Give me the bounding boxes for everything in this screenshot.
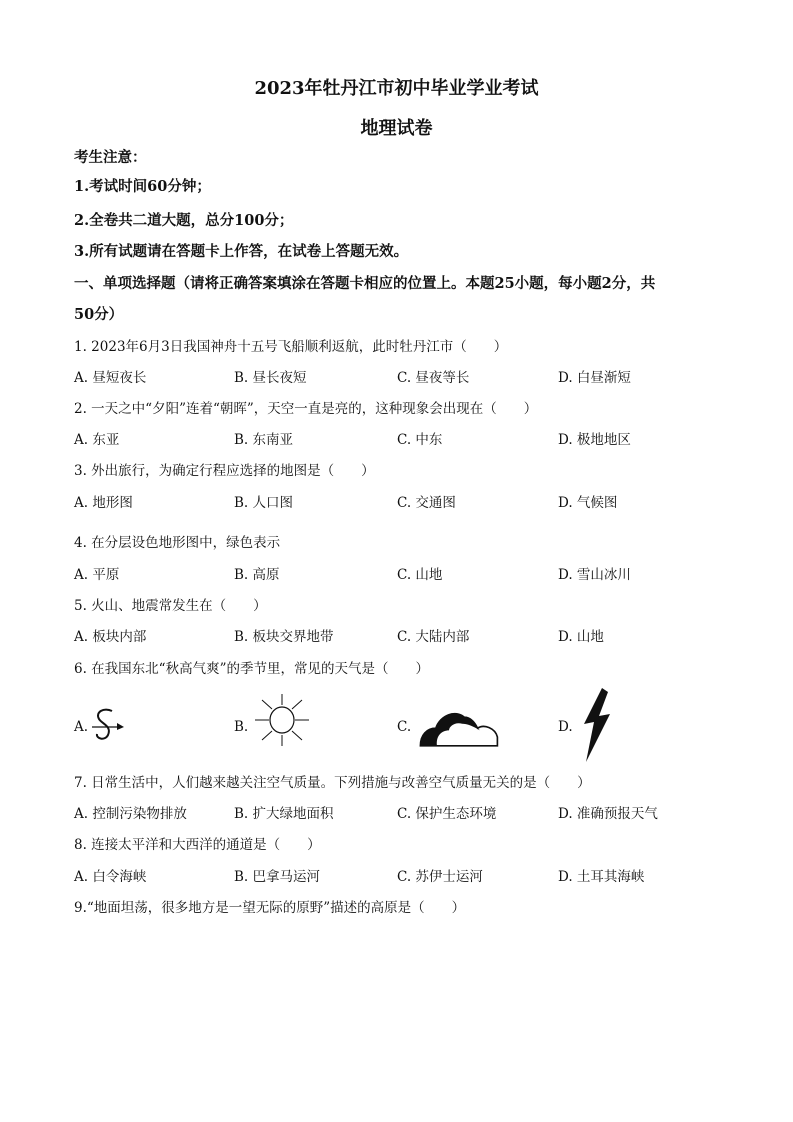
option-d: D. (558, 719, 573, 735)
option-c: C. 交通图 (397, 495, 456, 511)
cloudy-icon (416, 704, 504, 748)
option-d: D. 土耳其海峡 (558, 869, 645, 885)
option-b: B. 东南亚 (234, 432, 294, 448)
option-d: D. 气候图 (558, 495, 618, 511)
section-heading-cont: 50分） (74, 306, 124, 323)
option-c: C. 昼夜等长 (397, 370, 470, 386)
option-a: A. 东亚 (74, 432, 120, 448)
option-a: A. 地形图 (74, 495, 133, 511)
section-heading: 一、单项选择题（请将正确答案填涂在答题卡相应的位置上。本题25小题，每小题2分，共 (74, 275, 656, 292)
option-b: B. 高原 (234, 567, 280, 583)
option-c: C. 山地 (397, 567, 443, 583)
question-9: 9.“地面坦荡，很多地方是一望无际的原野”描述的高原是（ ） (74, 900, 466, 916)
notice-item: 2.全卷共二道大题，总分100分； (74, 212, 294, 229)
question-8: 8. 连接太平洋和大西洋的通道是（ ） (74, 837, 321, 853)
option-a: A. 白令海峡 (74, 869, 147, 885)
option-d: D. 准确预报天气 (558, 806, 658, 822)
question-6: 6. 在我国东北“秋高气爽”的季节里，常见的天气是（ ） (74, 661, 429, 677)
option-d: D. 雪山冰川 (558, 567, 631, 583)
question-7: 7. 日常生活中，人们越来越关注空气质量。下列措施与改善空气质量无关的是（ ） (74, 775, 591, 791)
notice-item: 3.所有试题请在答题卡上作答，在试卷上答题无效。 (74, 243, 409, 260)
option-a: A. 控制污染物排放 (74, 806, 187, 822)
notice-item: 1.考试时间60分钟； (74, 178, 211, 195)
option-d: D. 白昼渐短 (558, 370, 631, 386)
option-c: C. (397, 719, 412, 735)
lightning-icon (582, 688, 612, 764)
option-b: B. 板块交界地带 (234, 629, 334, 645)
option-a: A. 板块内部 (74, 629, 147, 645)
option-d: D. 山地 (558, 629, 604, 645)
question-1: 1. 2023年6月3日我国神舟十五号飞船顺利返航，此时牡丹江市（ ） (74, 339, 508, 355)
option-a: A. 昼短夜长 (74, 370, 147, 386)
option-b: B. 人口图 (234, 495, 294, 511)
option-d: D. 极地地区 (558, 432, 631, 448)
question-5: 5. 火山、地震常发生在（ ） (74, 598, 267, 614)
option-c: C. 苏伊士运河 (397, 869, 483, 885)
exam-title: 2023年牡丹江市初中毕业学业考试 (254, 78, 539, 99)
option-c: C. 保护生态环境 (397, 806, 497, 822)
question-3: 3. 外出旅行，为确定行程应选择的地图是（ ） (74, 463, 375, 479)
typhoon-icon (90, 706, 126, 746)
exam-subtitle: 地理试卷 (360, 118, 433, 139)
notice-heading: 考生注意： (74, 149, 147, 166)
option-c: C. 大陆内部 (397, 629, 470, 645)
question-4: 4. 在分层设色地形图中，绿色表示 (74, 535, 281, 551)
option-a: A. (74, 719, 89, 735)
option-b: B. 巴拿马运河 (234, 869, 321, 885)
question-2: 2. 一天之中“夕阳”连着“朝晖”，天空一直是亮的，这种现象会出现在（ ） (74, 401, 538, 417)
option-b: B. 昼长夜短 (234, 370, 307, 386)
option-b: B. (234, 719, 249, 735)
option-b: B. 扩大绿地面积 (234, 806, 334, 822)
option-a: A. 平原 (74, 567, 120, 583)
option-c: C. 中东 (397, 432, 443, 448)
sunny-icon (252, 690, 312, 750)
